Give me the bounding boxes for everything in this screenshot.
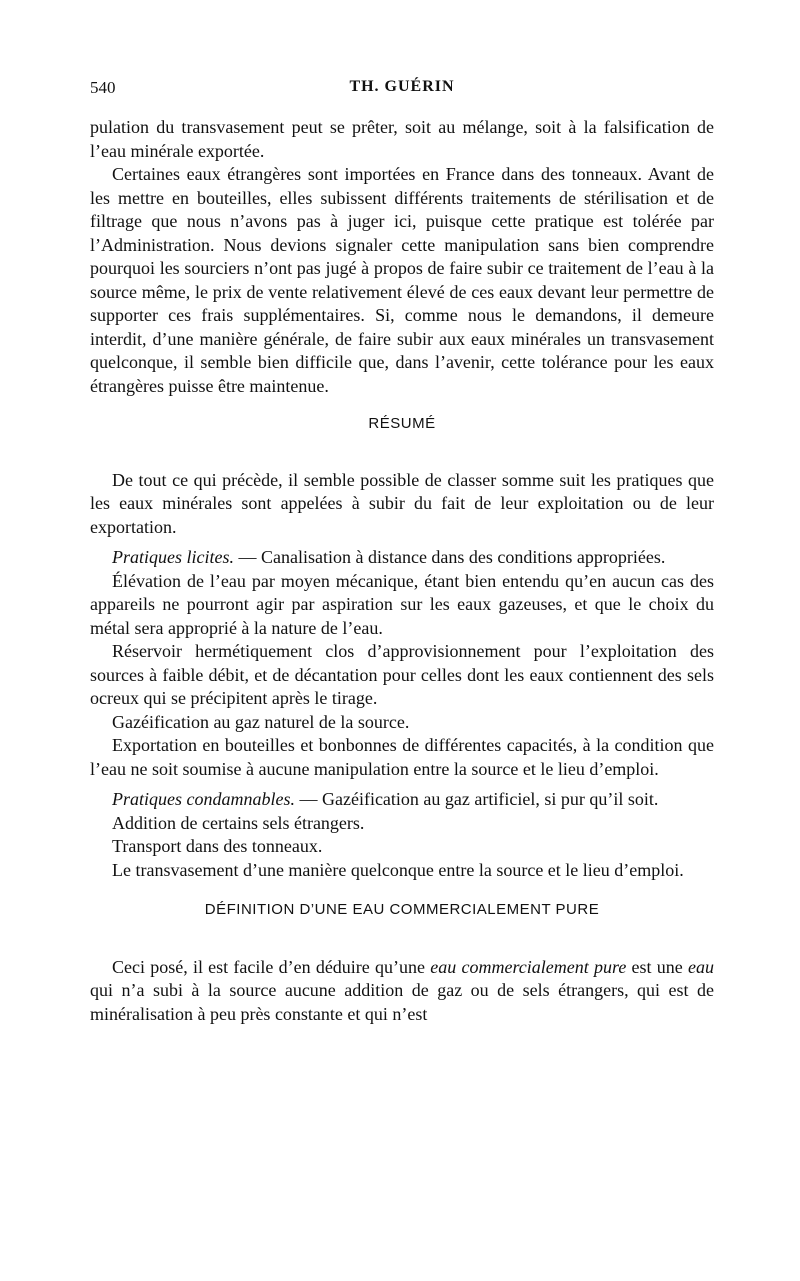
italic-term: Pratiques condamnables. bbox=[112, 789, 295, 809]
page-number: 540 bbox=[90, 78, 116, 97]
italic-term: eau commercialement pure bbox=[430, 956, 627, 977]
body-text bbox=[90, 116, 714, 1026]
paragraph: Addition de certains sels étrangers. bbox=[112, 812, 365, 833]
paragraph-text: qui n’a subi à la source aucune addition de gaz ou de sels étrangers, qui est de minéralisation à peu près constante et qui n’est bbox=[90, 980, 714, 1024]
paragraph bbox=[90, 788, 714, 812]
paragraph: Gazéification au gaz naturel de la source. bbox=[112, 711, 410, 732]
page-header bbox=[90, 78, 714, 102]
paragraph: Exportation en bouteilles et bonbonnes de différentes capacités, à la condition que l’eau ne soit soumise à aucune manipulation entre la source et le lieu d’emploi. bbox=[90, 735, 714, 779]
paragraph: Élévation de l’eau par moyen mécanique, étant bien entendu qu’en aucun cas des appareils ne pourront agir par aspiration sur les eaux gazeuses, et que le choix du métal sera approprié à la nature de l’eau. bbox=[90, 570, 714, 638]
running-title: TH. GUÉRIN bbox=[349, 78, 455, 95]
paragraph bbox=[90, 546, 714, 570]
paragraph-text: — Gazéification au gaz artificiel, si pur qu’il soit. bbox=[294, 789, 659, 809]
paragraph-text: Ceci posé, il est facile d’en déduire qu’une bbox=[112, 956, 431, 977]
italic-term: eau bbox=[688, 956, 715, 977]
italic-term: Pratiques licites. bbox=[112, 547, 234, 567]
paragraph: De tout ce qui précède, il semble possible de classer somme suit les pratiques que les eaux minérales sont appelées à subir du fait de leur exploitation ou de leur exportation. bbox=[90, 469, 714, 537]
paragraph: Le transvasement d’une manière quelconque entre la source et le lieu d’emploi. bbox=[112, 859, 684, 880]
paragraph: pulation du transvasement peut se prêter, soit au mélange, soit à la falsification de l’eau minérale exportée. bbox=[90, 117, 714, 161]
paragraph: Transport dans des tonneaux. bbox=[112, 836, 323, 856]
section-heading-definition: DÉFINITION D’UNE EAU COMMERCIALEMENT PURE bbox=[204, 901, 600, 918]
paragraph: Réservoir hermétiquement clos d’approvisionnement pour l’exploitation des sources à faible débit, et de décantation pour celles dont les eaux contiennent des sels ocreux qui se précipitent après le tirage. bbox=[90, 641, 714, 708]
paragraph bbox=[90, 956, 714, 1027]
paragraph-text: — Canalisation à distance dans des conditions appropriées. bbox=[233, 547, 666, 567]
section-heading-resume: RÉSUMÉ bbox=[368, 415, 436, 432]
paragraph-text: est une bbox=[626, 956, 689, 977]
paragraph: Certaines eaux étrangères sont importées en France dans des tonneaux. Avant de les mettre en bouteilles, elles subissent différents traitements de stérilisation et de filtrage que nous n’avons pas à juger ici, puisque cette pratique est tolérée par l’Administration. Nous devions signaler cette manipulation sans bien comprendre pourquoi les sourciers n’ont pas jugé à propos de faire subir ce traitement de l’eau à la source même, le prix de vente relativement élevé de ces eaux devant leur permettre de supporter ces frais supplémentaires. Si, comme nous le demandons, il demeure interdit, d’une manière générale, de faire subir aux eaux minérales un transvasement quelconque, il semble bien difficile que, dans l’avenir, cette tolérance pour les eaux étrangères puisse être maintenue. bbox=[90, 164, 714, 396]
